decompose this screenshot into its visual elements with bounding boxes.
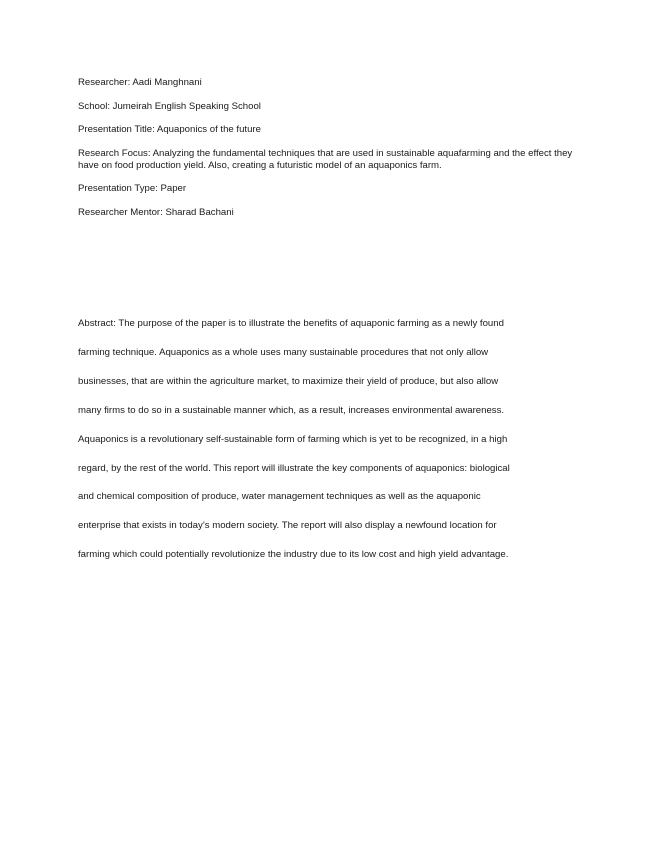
abstract-line: many firms to do so in a sustainable manner which, as a result, increases environmental awareness.: [78, 404, 505, 416]
abstract-line: farming technique. Aquaponics as a whole uses many sustainable procedures that not only allow: [78, 346, 489, 358]
abstract-line: regard, by the rest of the world. This report will illustrate the key components of aquaponics: biological: [78, 462, 510, 474]
mentor-line: Researcher Mentor: Sharad Bachani: [78, 206, 234, 218]
abstract-line: farming which could potentially revolutionize the industry due to its low cost and high yield advantage.: [78, 549, 509, 561]
presentation-type-line: Presentation Type: Paper: [78, 183, 187, 194]
abstract-paragraph: [78, 310, 578, 570]
abstract-block: [78, 310, 578, 570]
presentation-title-line: Presentation Title: Aquaponics of the future: [78, 124, 261, 135]
research-focus-line: Research Focus: Analyzing the fundamental techniques that are used in sustainable aquafarming and the effect they have on food production yield. Also, creating a futuristic model of an aquaponics farm.: [78, 147, 573, 171]
researcher-line: Researcher: Aadi Manghnani: [78, 77, 202, 88]
school-line: School: Jumeirah English Speaking School: [78, 100, 261, 112]
abstract-line: and chemical composition of produce, water management techniques as well as the aquaponic: [78, 491, 481, 503]
metadata-block: [78, 77, 578, 230]
abstract-line: Aquaponics is a revolutionary self-sustainable form of farming which is yet to be recognized, in a high: [78, 433, 508, 445]
abstract-line: Abstract: The purpose of the paper is to illustrate the benefits of aquaponic farming as a newly found: [78, 318, 504, 329]
abstract-line: enterprise that exists in today’s modern society. The report will also display a newfound location for: [78, 520, 497, 532]
abstract-line: businesses, that are within the agriculture market, to maximize their yield of produce, but also allow: [78, 375, 499, 387]
